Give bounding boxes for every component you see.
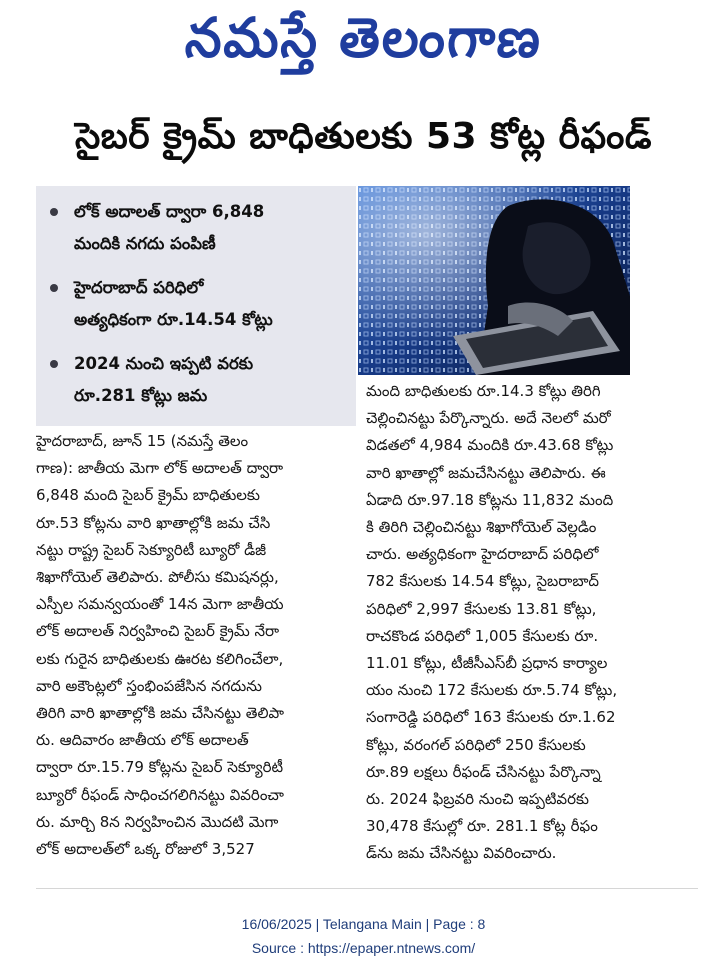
highlight-item — [50, 196, 350, 260]
bullet-icon — [50, 208, 58, 216]
article-line: ద్వారా రూ.15.79 కోట్లను సైబర్ సెక్యూరిటీ — [36, 758, 284, 777]
article-line: బ్యూరో రీఫండ్ సాధించగలిగినట్టు వివరించా — [36, 785, 284, 804]
masthead — [0, 6, 727, 84]
article-line: రూ.89 లక్షలు రీఫండ్ చేసినట్టు పేర్కొన్నా — [366, 762, 601, 781]
highlight-item — [50, 272, 350, 336]
article-line: హైదరాబాద్, జూన్ 15 (నమస్తే తెలం — [36, 432, 249, 450]
hacker-image-icon — [358, 186, 630, 375]
article-line: వారి అకౌంట్లలో స్తంభింపజేసిన నగదును — [36, 676, 262, 695]
footer-divider — [36, 888, 698, 889]
article-line: 6,848 మంది సైబర్ క్రైమ్ బాధితులకు — [36, 486, 260, 505]
article-line: రు. ఆదివారం జాతీయ లోక్ అదాలత్ — [36, 731, 249, 750]
article-line: సంగారెడ్డి పరిధిలో 163 కేసులకు రూ.1.62 — [366, 708, 616, 727]
highlights-box — [36, 186, 356, 426]
article-column-left — [36, 428, 356, 863]
article-line: ఎస్పీల సమన్వయంతో 14న మెగా జాతీయ — [36, 595, 284, 614]
highlight-item — [50, 348, 350, 412]
article-line: రు. మార్చి 8న నిర్వహించిన మొదటి మెగా — [36, 812, 279, 831]
article-line: 11.01 కోట్లు, టీజీసీఎస్‌బీ ప్రధాన కార్యాల — [366, 654, 608, 673]
article-line: లోక్ అదాలత్‌లో ఒక్క రోజులో 3,527 — [36, 840, 255, 859]
article-line: మంది బాధితులకు రూ.14.3 కోట్లు తిరిగి — [366, 382, 601, 400]
article-line: లోక్ అదాలత్ నిర్వహించి సైబర్ క్రైమ్ నేరా — [36, 622, 280, 641]
highlight-line: లోక్ అదాలత్ ద్వారా 6,848 — [74, 202, 265, 221]
headline-text: సైబర్ క్రైమ్ బాధితులకు 53 కోట్ల రీఫండ్ — [75, 116, 652, 157]
headline — [0, 110, 727, 172]
highlight-line: 2024 నుంచి ఇప్పటి వరకు — [74, 354, 254, 373]
article-line: లకు గురైన బాధితులకు ఊరట కలిగించేలా, — [36, 649, 284, 668]
article-line: గాణ): జాతీయ మెగా లోక్ అదాలత్ ద్వారా — [36, 459, 284, 478]
article-line: ఏడాది రూ.97.18 కోట్లను 11,832 మంది — [366, 490, 614, 509]
highlight-line: అత్యధికంగా రూ.14.54 కోట్లు — [74, 310, 273, 329]
masthead-title: నమస్తే తెలంగాణ — [183, 6, 545, 70]
article-line: తిరిగి వారి ఖాతాల్లోకి జమ చేసినట్టు తెలిపా — [36, 704, 284, 723]
article-column-right — [366, 378, 698, 868]
footer-dateline: 16/06/2025 | Telangana Main | Page : 8 — [241, 916, 486, 932]
article-line: విడతలో 4,984 మందికి రూ.43.68 కోట్లు — [366, 436, 614, 455]
article-line: కి తిరిగి చెల్లించినట్టు శిఖాగోయెల్ వెల్లడిం — [366, 518, 597, 537]
article-line: డ్‌ను జమ చేసినట్టు వివరించారు. — [366, 844, 557, 863]
article-line: యం నుంచి 172 కేసులకు రూ.5.74 కోట్లు, — [366, 681, 618, 700]
article-line: చారు. అత్యధికంగా హైదరాబాద్ పరిధిలో — [366, 545, 599, 564]
highlight-line: హైదరాబాద్ పరిధిలో — [74, 278, 204, 297]
article-line: 30,478 కేసుల్లో రూ. 281.1 కోట్ల రీఫం — [366, 817, 598, 836]
bullet-icon — [50, 360, 58, 368]
article-line: 782 కేసులకు 14.54 కోట్లు, సైబరాబాద్ — [366, 572, 600, 591]
article-line: వారి ఖాతాల్లో జమచేసినట్టు తెలిపారు. ఈ — [366, 463, 606, 482]
hacker-photo — [358, 186, 630, 375]
highlight-line: మందికి నగదు పంపిణీ — [74, 234, 216, 253]
bullet-icon — [50, 284, 58, 292]
article-line: శిఖాగోయెల్ తెలిపారు. పోలీసు కమిషనర్లు, — [36, 568, 279, 587]
article-line: చెల్లించినట్టు పేర్కొన్నారు. అదే నెలలో మరో — [366, 409, 611, 428]
article-line: రూ.53 కోట్లను వారి ఖాతాల్లోకి జమ చేసి — [36, 513, 271, 532]
footer-source: Source : https://epaper.ntnews.com/ — [251, 940, 476, 956]
highlight-line: రూ.281 కోట్లు జమ — [74, 386, 208, 405]
article-line: కోట్లు, వరంగల్ పరిధిలో 250 కేసులకు — [366, 735, 586, 754]
article-line: పరిధిలో 2,997 కేసులకు 13.81 కోట్లు, — [366, 599, 597, 618]
article-line: రు. 2024 ఫిబ్రవరి నుంచి ఇప్పటివరకు — [366, 790, 589, 809]
article-line: నట్టు రాష్ట్ర సైబర్ సెక్యూరిటీ బ్యూరో డీజీ — [36, 540, 267, 559]
article-line: రాచకొండ పరిధిలో 1,005 కేసులకు రూ. — [366, 626, 599, 645]
